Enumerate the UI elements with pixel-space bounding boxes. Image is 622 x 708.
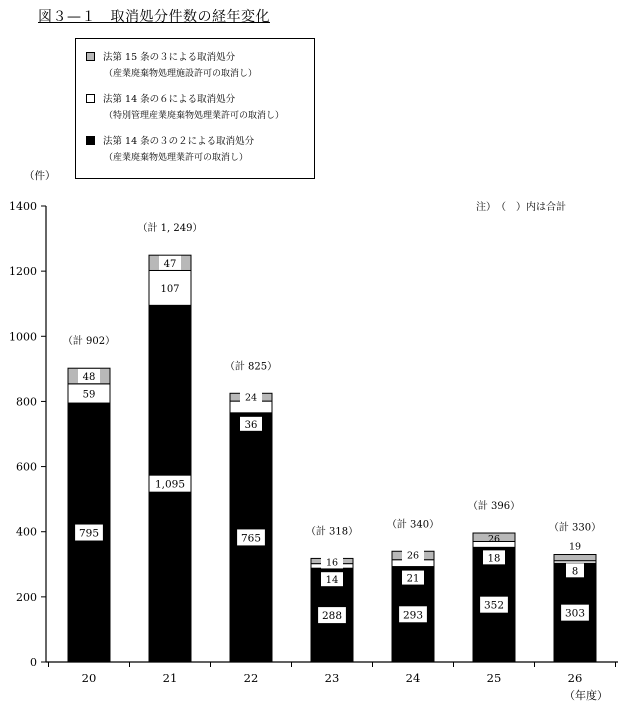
x-tick-label: 24: [405, 671, 421, 685]
value-label-article-14-6: 36: [244, 419, 258, 431]
x-axis-unit-label: （年度）: [564, 689, 608, 702]
value-label-article-14-3-2: 352: [483, 599, 505, 612]
y-tick-label: 1000: [9, 330, 37, 344]
total-label: （計 318）: [305, 526, 359, 538]
value-label-article-14-3-2: 795: [78, 527, 100, 540]
value-label-article-14-3-2: 1,095: [154, 478, 186, 491]
value-label-article-15-3: 48: [82, 372, 96, 384]
y-tick-label: 1200: [9, 265, 37, 279]
y-axis-unit-label: （件）: [24, 170, 56, 182]
bar-segment-article-15-3: [554, 555, 596, 561]
value-label-article-15-3: 47: [163, 258, 177, 270]
value-label-article-14-6: 14: [325, 575, 339, 587]
value-label-article-14-6: 21: [406, 573, 420, 585]
value-label-article-14-6: 107: [160, 283, 180, 295]
value-label-article-15-3: 26: [406, 550, 420, 562]
x-tick-label: 22: [243, 671, 259, 685]
legend-desc: （産業廃棄物処理施設許可の取消し）: [104, 69, 258, 79]
y-tick-label: 0: [30, 656, 37, 669]
figure-title: 図３—１ 取消処分件数の経年変化: [38, 9, 270, 25]
total-label: （計 340）: [386, 519, 440, 531]
value-label-article-14-6: 18: [487, 553, 501, 565]
total-label: （計 396）: [467, 501, 521, 513]
x-tick-label: 26: [567, 671, 583, 685]
value-label-article-14-6: 8: [571, 566, 579, 578]
value-label-article-15-3: 26: [487, 534, 501, 546]
total-label: （計 1, 249）: [137, 223, 203, 235]
x-tick-label: 20: [81, 671, 97, 685]
y-tick-label: 800: [16, 395, 37, 409]
y-tick-label: 1400: [9, 200, 37, 213]
x-tick-label: 21: [162, 671, 178, 685]
x-tick-label: 23: [324, 671, 340, 685]
legend-desc: （特別管理産業廃棄物処理業許可の取消し）: [104, 111, 285, 121]
value-label-article-15-3: 16: [325, 557, 339, 569]
legend-label: 法第 14 条の３の２による取消処分: [103, 136, 255, 147]
y-tick-label: 400: [16, 525, 37, 539]
total-label: （計 825）: [224, 361, 278, 373]
value-label-article-15-3: 24: [244, 392, 258, 404]
legend-label: 法第 15 条の３による取消処分: [103, 52, 236, 63]
value-label-article-14-3-2: 303: [564, 607, 586, 620]
value-label-article-14-3-2: 288: [321, 610, 343, 623]
legend-label: 法第 14 条の６による取消処分: [103, 94, 236, 105]
chart-note: 注） （ ）内は合計: [476, 202, 566, 213]
total-label: （計 330）: [548, 522, 602, 534]
legend-desc: （産業廃棄物処理業許可の取消し）: [104, 153, 249, 163]
y-tick-label: 600: [16, 460, 37, 474]
x-tick-label: 25: [486, 671, 502, 685]
value-label-article-14-3-2: 293: [402, 609, 424, 622]
value-label-article-15-3: 19: [568, 541, 582, 553]
value-label-article-14-3-2: 765: [240, 532, 262, 545]
total-label: （計 902）: [62, 336, 116, 348]
y-tick-label: 200: [16, 590, 37, 604]
value-label-article-14-6: 59: [82, 389, 96, 401]
